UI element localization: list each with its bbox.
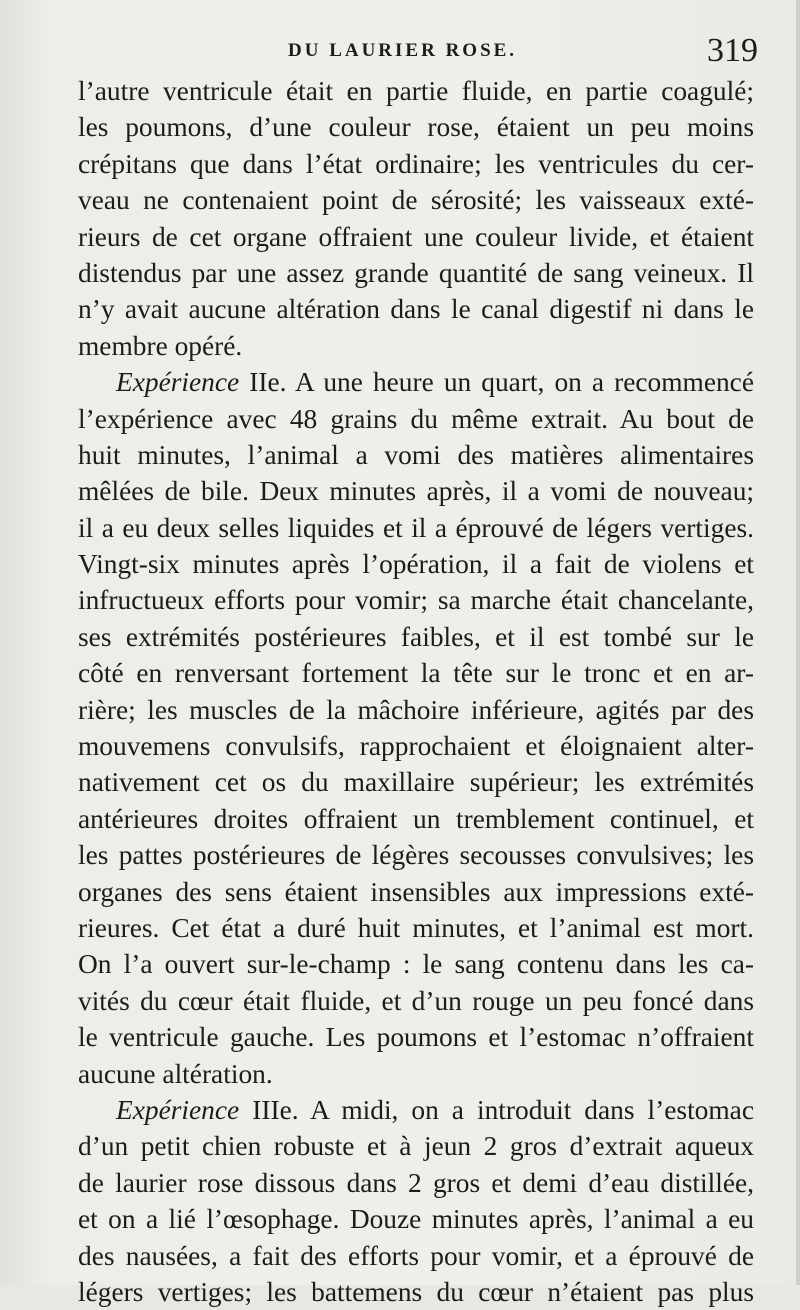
text-line: n’y avait aucune altération dans le canal digestif ni dans le — [78, 294, 754, 325]
text-line: aucune altération. — [78, 1058, 273, 1089]
running-head — [78, 32, 762, 72]
text-line: l’expérience avec 48 grains du même extrait. Au bout de — [78, 403, 754, 434]
page-edge — [796, 0, 800, 1285]
experience-numeral: IIe. — [249, 367, 287, 398]
body-text — [78, 73, 754, 1310]
text-line: huit minutes, l’animal a vomi des matières alimentaires — [78, 439, 754, 470]
text-line: membre opéré. — [78, 330, 243, 361]
text-line: veau ne contenaient point de sérosité; les vaisseaux exté- — [78, 185, 754, 216]
paragraph-experience-3 — [78, 1092, 754, 1310]
text-line: infructueux efforts pour vomir; sa marche était chancelante, — [78, 585, 754, 616]
text-line: rieures. Cet état a duré huit minutes, et l’animal est mort. — [78, 912, 754, 943]
text-line: légers vertiges; les battemens du cœur n’étaient pas plus — [78, 1276, 754, 1307]
text-line-rest: A midi, on a introduit dans l’estomac — [298, 1094, 754, 1125]
text-line: les poumons, d’une couleur rose, étaient un peu moins — [78, 112, 754, 143]
text-line: il a eu deux selles liquides et il a éprouvé de légers vertiges. — [78, 512, 754, 543]
paragraph-continuation — [78, 73, 754, 364]
text-line: ses extrémités postérieures faibles, et il est tombé sur le — [78, 621, 754, 652]
text-line: d’un petit chien robuste et à jeun 2 gros d’extrait aqueux — [78, 1131, 754, 1162]
running-title: DU LAURIER ROSE. — [288, 40, 518, 61]
text-line: côté en renversant fortement la tête sur le tronc et en ar- — [78, 658, 754, 689]
paragraph-experience-2 — [78, 364, 754, 1092]
text-line: de laurier rose dissous dans 2 gros et demi d’eau distillée, — [78, 1167, 754, 1198]
text-line-first — [78, 1092, 754, 1128]
text-line: organes des sens étaient insensibles aux impressions exté- — [78, 876, 754, 907]
page-number: 319 — [707, 32, 758, 69]
text-line: crépitans que dans l’état ordinaire; les ventricules du cer- — [78, 148, 754, 179]
text-line: mêlées de bile. Deux minutes après, il a vomi de nouveau; — [78, 476, 754, 507]
text-line: le ventricule gauche. Les poumons et l’estomac n’offraient — [78, 1022, 754, 1053]
text-line: l’autre ventricule était en partie fluide, en partie coagulé; — [78, 76, 754, 106]
text-line: des nausées, a fait des efforts pour vomir, et a éprouvé de — [78, 1240, 754, 1271]
text-line: distendus par une assez grande quantité de sang veineux. Il — [78, 257, 754, 288]
text-line: rière; les muscles de la mâchoire inférieure, agités par des — [78, 694, 754, 725]
text-line-first — [78, 364, 754, 400]
text-line: vités du cœur était fluide, et d’un rouge un peu foncé dans — [78, 985, 754, 1016]
text-line: nativement cet os du maxillaire supérieur; les extrémités — [78, 767, 754, 798]
text-line: On l’a ouvert sur-le-champ : le sang contenu dans les ca- — [78, 949, 754, 980]
text-line: et on a lié l’œsophage. Douze minutes après, l’animal a eu — [78, 1204, 754, 1235]
text-line: les pattes postérieures de légères secousses convulsives; les — [78, 840, 754, 871]
text-line: Vingt-six minutes après l’opération, il a fait de violens et — [78, 549, 754, 580]
text-line-rest: A une heure un quart, on a recommencé — [286, 367, 754, 398]
text-line: rieurs de cet organe offraient une couleur livide, et étaient — [78, 221, 754, 252]
experience-label: Expérience — [116, 367, 240, 398]
text-line: mouvemens convulsifs, rapprochaient et éloignaient alter- — [78, 731, 754, 762]
experience-label: Expérience — [116, 1094, 240, 1125]
experience-numeral: IIIe. — [252, 1094, 299, 1125]
text-line: antérieures droites offraient un tremblement continuel, et — [78, 803, 754, 834]
